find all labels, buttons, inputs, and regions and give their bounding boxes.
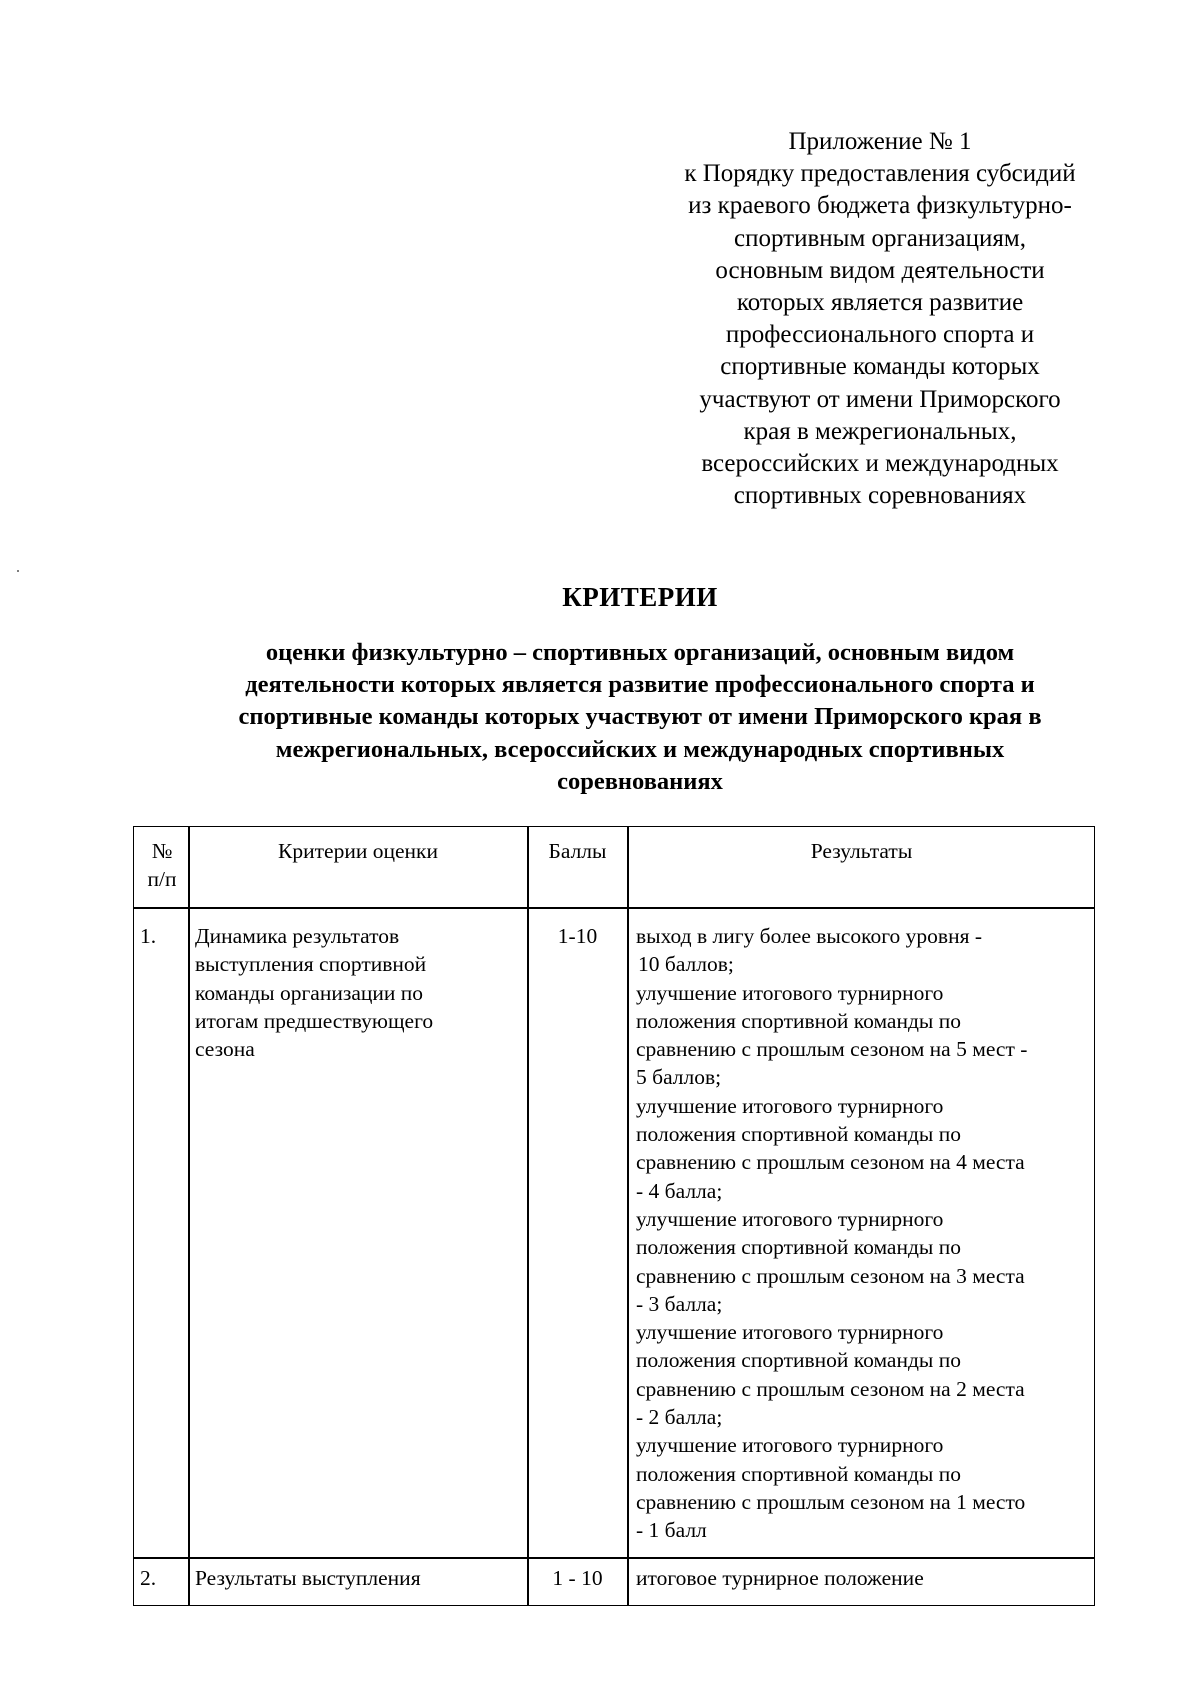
- results-line: положения спортивной команды по: [636, 1235, 961, 1260]
- results-line: итоговое турнирное положение: [636, 1566, 924, 1590]
- row-number: 1.: [140, 924, 157, 948]
- column-divider: [188, 827, 190, 1606]
- results-line: улучшение итогового турнирного: [636, 980, 944, 1005]
- appendix-line: профессионального спорта и: [725, 321, 1035, 349]
- results-line: - 4 балла;: [636, 1178, 723, 1203]
- subtitle-line: оценки физкультурно – спортивных организаций, основным видом: [265, 639, 1015, 666]
- appendix-heading: [640, 126, 1120, 512]
- row-divider: [134, 907, 1094, 909]
- subtitle-line: соревнованиях: [557, 767, 723, 795]
- results-line: сравнению с прошлым сезоном на 5 мест -: [636, 1037, 1028, 1062]
- appendix-line: из краевого бюджета физкультурно-: [688, 192, 1072, 220]
- results-line: улучшение итогового турнирного: [636, 1093, 944, 1118]
- header-criteria: Критерии оценки: [278, 839, 438, 863]
- criteria-line: выступления спортивной: [195, 952, 427, 977]
- header-results: Результаты: [810, 839, 913, 863]
- scan-dot: [17, 570, 19, 572]
- column-divider: [627, 827, 629, 1606]
- appendix-line: которых является развитие: [736, 289, 1024, 317]
- header-number: [136, 837, 188, 894]
- criteria-line: команды организации по: [195, 980, 424, 1005]
- subtitle-line: деятельности которых является развитие профессионального спорта и: [245, 671, 1035, 699]
- results-line: положения спортивной команды по: [636, 1122, 961, 1147]
- results-line: положения спортивной команды по: [636, 1348, 961, 1373]
- results-line: выход в лигу более высокого уровня -: [636, 924, 983, 948]
- appendix-line: края в межрегиональных,: [743, 417, 1017, 445]
- criteria-line: сезона: [195, 1037, 255, 1062]
- results-line: сравнению с прошлым сезоном на 1 место: [636, 1489, 1026, 1514]
- criteria-table: [133, 826, 1095, 1606]
- header-points: Баллы: [548, 839, 607, 863]
- appendix-line: спортивным организациям,: [734, 224, 1026, 252]
- criteria-line: Результаты выступления: [195, 1566, 421, 1590]
- row-criteria: [195, 922, 433, 1063]
- results-line: - 2 балла;: [636, 1405, 723, 1430]
- criteria-line: итогам предшествующего: [195, 1008, 434, 1033]
- appendix-line: спортивные команды которых: [720, 353, 1040, 381]
- row-results: [636, 1564, 924, 1592]
- row-divider: [134, 1557, 1094, 1559]
- results-line: - 3 балла;: [636, 1291, 723, 1316]
- results-line: 10 баллов;: [638, 952, 734, 977]
- row-results: [636, 922, 1027, 1545]
- results-line: положения спортивной команды по: [636, 1461, 961, 1486]
- document-title: КРИТЕРИИ: [562, 582, 718, 612]
- subtitle-line: спортивные команды которых участвуют от имени Приморского края в: [238, 703, 1042, 731]
- appendix-line: основным видом деятельности: [715, 256, 1045, 284]
- criteria-line: Динамика результатов: [195, 924, 400, 948]
- row-number: 2.: [140, 1566, 157, 1590]
- results-line: 5 баллов;: [636, 1065, 722, 1090]
- row-points: 1-10: [557, 924, 598, 948]
- subtitle-line: межрегиональных, всероссийских и международных спортивных: [275, 735, 1005, 763]
- results-line: положения спортивной команды по: [636, 1008, 961, 1033]
- results-line: - 1 балл: [636, 1518, 707, 1543]
- header-number-line: №: [151, 839, 173, 863]
- header-number-line: п/п: [147, 867, 177, 892]
- appendix-line: к Порядку предоставления субсидий: [684, 160, 1076, 188]
- results-line: улучшение итогового турнирного: [636, 1433, 944, 1458]
- appendix-line: всероссийских и международных: [701, 450, 1059, 478]
- row-points: 1 - 10: [552, 1566, 603, 1590]
- row-criteria: [195, 1564, 421, 1592]
- results-line: улучшение итогового турнирного: [636, 1206, 944, 1231]
- appendix-line: Приложение № 1: [788, 128, 972, 155]
- results-line: улучшение итогового турнирного: [636, 1320, 944, 1345]
- appendix-line: спортивных соревнованиях: [733, 482, 1027, 510]
- appendix-line: участвуют от имени Приморского: [699, 385, 1061, 413]
- results-line: сравнению с прошлым сезоном на 2 места: [636, 1376, 1025, 1401]
- results-line: сравнению с прошлым сезоном на 4 места: [636, 1150, 1025, 1175]
- document-subtitle: [140, 637, 1140, 798]
- results-line: сравнению с прошлым сезоном на 3 места: [636, 1263, 1025, 1288]
